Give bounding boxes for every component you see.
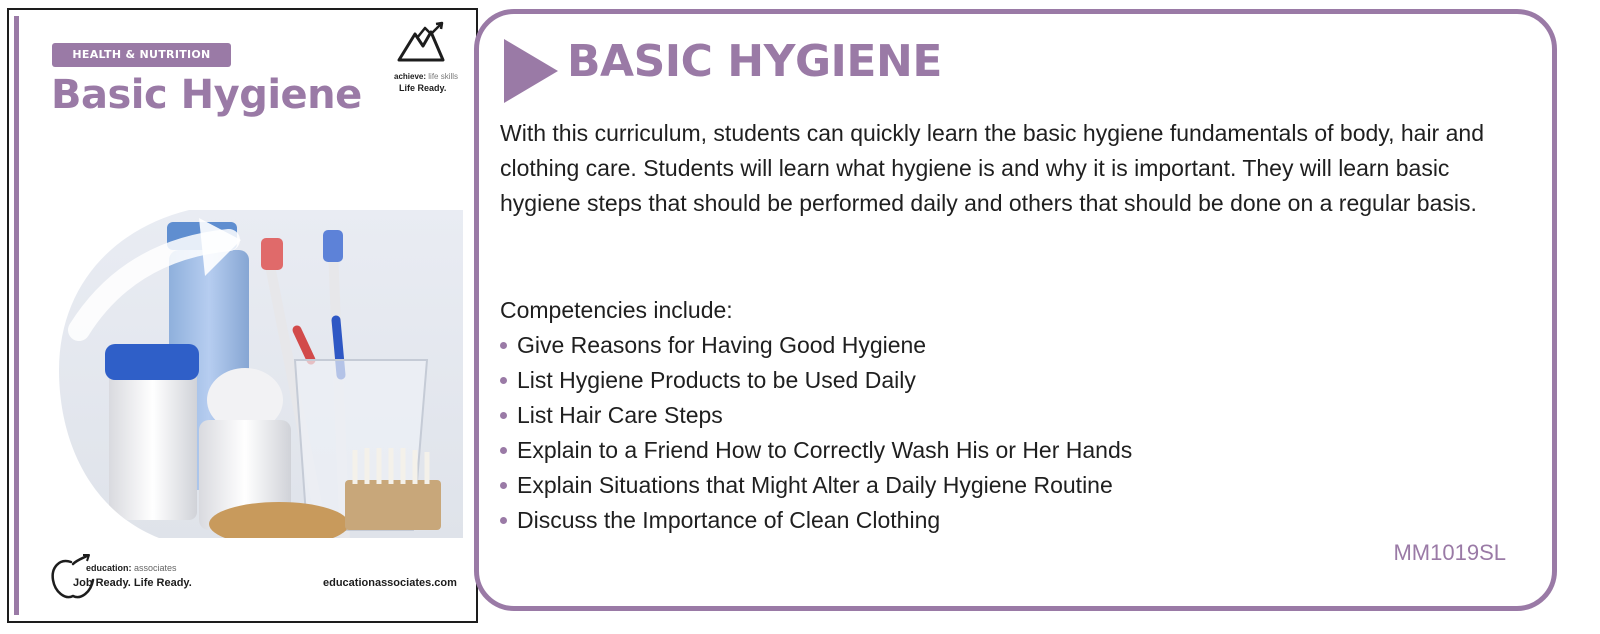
competency-text: Explain to a Friend How to Correctly Wash His or Her Hands <box>517 437 1133 463</box>
bullet-dot-icon <box>500 342 507 349</box>
bullet-dot-icon <box>500 447 507 454</box>
competency-text: List Hygiene Products to be Used Daily <box>517 367 916 393</box>
book-cover <box>7 8 478 623</box>
description-title: BASIC HYGIENE <box>567 36 942 87</box>
hygiene-products-photo <box>49 210 463 538</box>
bullet-dot-icon <box>500 517 507 524</box>
bullet-dot-icon <box>500 482 507 489</box>
cover-accent-stripe <box>14 16 19 615</box>
list-item <box>500 433 1132 468</box>
competencies-heading: Competencies include: <box>500 297 733 323</box>
cover-title: Basic Hygiene <box>51 72 362 118</box>
list-item <box>500 363 1132 398</box>
bullet-dot-icon <box>500 412 507 419</box>
publisher-tagline: Job Ready. Life Ready. <box>73 577 192 589</box>
description-card <box>474 9 1557 611</box>
play-triangle-icon <box>502 37 560 105</box>
list-item <box>500 503 1132 538</box>
achieve-brand: achieve: life skills <box>394 72 459 81</box>
competency-text: Explain Situations that Might Alter a Daily Hygiene Routine <box>517 472 1113 498</box>
competency-text: Discuss the Importance of Clean Clothing <box>517 507 941 533</box>
category-badge: HEALTH & NUTRITION <box>52 43 231 67</box>
bullet-dot-icon <box>500 377 507 384</box>
list-item <box>500 328 1132 363</box>
competency-text: List Hair Care Steps <box>517 402 723 428</box>
description-body: With this curriculum, students can quickly learn the basic hygiene fundamentals of body, hair and clothing care. Students will learn what hygiene is and why it is important. They will learn basic hygiene steps that should be performed daily and others that should be done on a regular basis. <box>500 120 1484 216</box>
achieve-tagline: Life Ready. <box>399 83 447 93</box>
mountain-logo-icon <box>395 20 457 64</box>
list-item <box>500 398 1132 433</box>
competency-text: Give Reasons for Having Good Hygiene <box>517 332 927 358</box>
competency-list <box>500 328 1132 538</box>
publisher-website: educationassociates.com <box>323 577 457 589</box>
list-item <box>500 468 1132 503</box>
product-code: MM1019SL <box>1393 540 1506 565</box>
publisher-brand: education: associates <box>86 563 177 573</box>
